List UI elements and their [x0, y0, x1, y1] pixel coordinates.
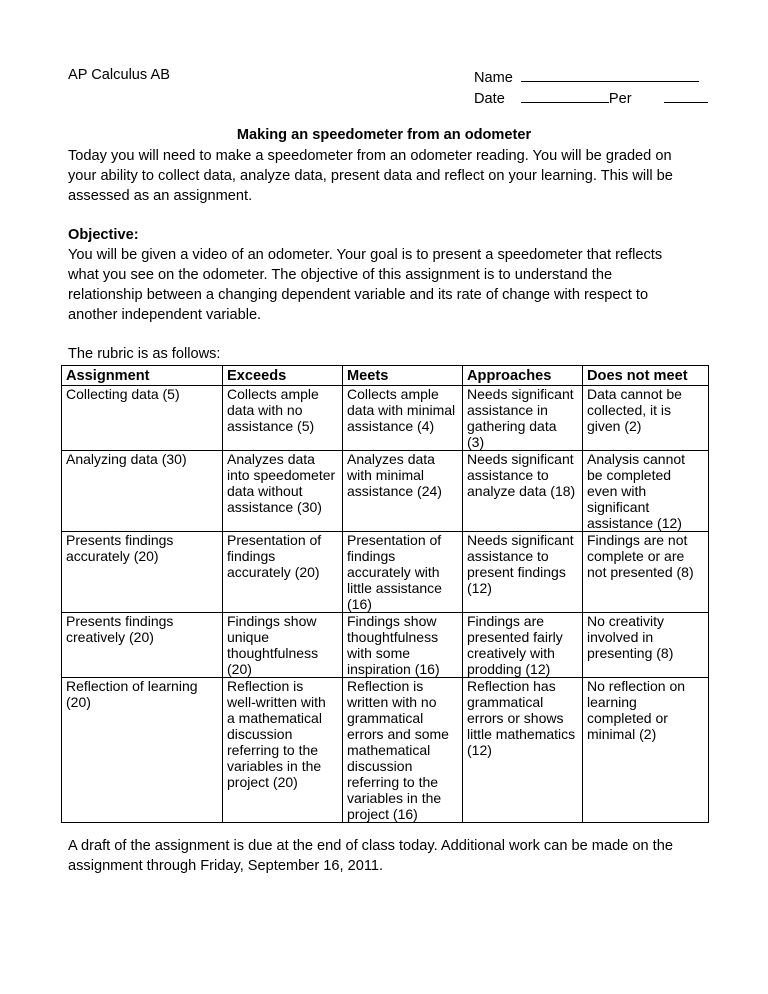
cell-text-line: (12) — [467, 742, 492, 758]
rubric-level-cell — [343, 386, 463, 451]
cell-text-line: Needs significant — [467, 386, 574, 402]
cell-text-line: data with minimal — [347, 402, 456, 418]
closing-line: assignment through Friday, September 16, 2011. — [68, 858, 384, 874]
cell-text-line: minimal (2) — [587, 726, 657, 742]
cell-text-line: (20) — [66, 694, 91, 710]
cell-text-line: grammatical — [467, 694, 544, 710]
rubric-level-cell — [223, 678, 343, 823]
rubric-header-cell: Meets — [343, 366, 463, 386]
rubric-criterion-cell — [62, 613, 223, 678]
cell-text-line: Reflection of learning — [66, 678, 198, 694]
date-label: Date — [474, 91, 505, 107]
rubric-level-cell — [583, 532, 709, 613]
cell-text-line: errors and some — [347, 726, 449, 742]
cell-text-line: Reflection is — [347, 678, 424, 694]
cell-text-line: Analyzing data (30) — [66, 451, 187, 467]
cell-text-line: Analyzes data — [347, 451, 435, 467]
cell-text-line: referring to the — [227, 742, 319, 758]
cell-text-line: Collects ample — [227, 386, 319, 402]
page-title: Making an speedometer from an odometer — [236, 127, 532, 143]
cell-text-line: data with no — [227, 402, 303, 418]
cell-text-line: creatively (20) — [66, 629, 154, 645]
rubric-header-cell: Approaches — [463, 366, 583, 386]
rubric-criterion-cell — [62, 678, 223, 823]
rubric-level-cell — [343, 613, 463, 678]
cell-text-line: well-written with — [227, 694, 326, 710]
cell-text-line: project (20) — [227, 774, 298, 790]
cell-text-line: Presents findings — [66, 532, 174, 548]
cell-text-line: Presents findings — [66, 613, 174, 629]
cell-text-line: analyze data (18) — [467, 483, 576, 499]
cell-text-line: Findings are — [467, 613, 545, 629]
cell-text-line: No reflection on — [587, 678, 686, 694]
rubric-level-cell — [463, 386, 583, 451]
cell-text-line: gathering data — [467, 418, 557, 434]
cell-text-line: assistance to — [467, 548, 549, 564]
objective-line: You will be given a video of an odometer. Your goal is to present a speedometer that reflects — [68, 247, 663, 263]
cell-text-line: assistance (5) — [227, 418, 315, 434]
cell-text-line: (12) — [467, 580, 492, 596]
cell-text-line: Analyzes data — [227, 451, 315, 467]
cell-text-line: little mathematics — [467, 726, 576, 742]
cell-text-line: written with no — [347, 694, 437, 710]
cell-text-line: assistance to — [467, 467, 549, 483]
cell-text-line: significant — [587, 499, 650, 515]
cell-text-line: Findings show — [347, 613, 437, 629]
rubric-level-cell — [463, 678, 583, 823]
cell-text-line: a mathematical — [227, 710, 322, 726]
cell-text-line: little assistance — [347, 580, 442, 596]
cell-text-line: accurately with — [347, 564, 440, 580]
rubric-table — [61, 365, 709, 823]
cell-text-line: findings — [347, 548, 396, 564]
cell-text-line: presenting (8) — [587, 645, 674, 661]
rubric-level-cell — [343, 451, 463, 532]
cell-text-line: assistance (30) — [227, 499, 322, 515]
name-line — [474, 67, 699, 86]
cell-text-line: completed or — [587, 710, 668, 726]
rubric-level-cell — [343, 532, 463, 613]
cell-text-line: assistance (4) — [347, 418, 435, 434]
objective-paragraph — [68, 245, 708, 325]
cell-text-line: grammatical — [347, 710, 424, 726]
rubric-level-cell — [223, 613, 343, 678]
cell-text-line: with minimal — [347, 467, 425, 483]
rubric-level-cell — [463, 613, 583, 678]
cell-text-line: learning — [587, 694, 637, 710]
rubric-row — [62, 451, 709, 532]
cell-text-line: present findings — [467, 564, 566, 580]
cell-text-line: prodding (12) — [467, 661, 551, 677]
cell-text-line: data without — [227, 483, 303, 499]
cell-text-line: involved in — [587, 629, 654, 645]
cell-text-line: project (16) — [347, 806, 418, 822]
rubric-intro: The rubric is as follows: — [68, 346, 221, 362]
cell-text-line: creatively with — [467, 645, 555, 661]
cell-text-line: Findings show — [227, 613, 317, 629]
closing-paragraph — [68, 836, 708, 876]
cell-text-line: Data cannot be — [587, 386, 682, 402]
objective-line: relationship between a changing dependent variable and its rate of change with respect to — [68, 287, 649, 303]
cell-text-line: Reflection is — [227, 678, 304, 694]
name-blank[interactable] — [521, 67, 699, 82]
intro-line: your ability to collect data, analyze data, present data and reflect on your learning. This will be — [68, 168, 673, 184]
cell-text-line: Collects ample — [347, 386, 439, 402]
cell-text-line: accurately (20) — [66, 548, 159, 564]
cell-text-line: accurately (20) — [227, 564, 320, 580]
rubric-level-cell — [583, 451, 709, 532]
objective-heading: Objective: — [68, 227, 139, 243]
cell-text-line: (20) — [227, 661, 252, 677]
cell-text-line: Presentation of — [347, 532, 442, 548]
rubric-criterion-cell — [62, 532, 223, 613]
cell-text-line: thoughtfulness — [227, 645, 319, 661]
date-per-line — [474, 88, 708, 107]
cell-text-line: (3) — [467, 434, 485, 450]
cell-text-line: not presented (8) — [587, 564, 694, 580]
cell-text-line: No creativity — [587, 613, 665, 629]
cell-text-line: (16) — [347, 596, 372, 612]
cell-text-line: Reflection has — [467, 678, 556, 694]
cell-text-line: Analysis cannot — [587, 451, 686, 467]
cell-text-line: assistance (24) — [347, 483, 442, 499]
cell-text-line: Collecting data (5) — [66, 386, 180, 402]
rubric-level-cell — [463, 451, 583, 532]
cell-text-line: errors or shows — [467, 710, 564, 726]
cell-text-line: be completed — [587, 467, 672, 483]
cell-text-line: inspiration (16) — [347, 661, 440, 677]
name-label: Name — [474, 70, 513, 86]
cell-text-line: collected, it is — [587, 402, 672, 418]
cell-text-line: discussion — [347, 758, 413, 774]
cell-text-line: discussion — [227, 726, 293, 742]
rubric-header-cell: Exceeds — [223, 366, 343, 386]
rubric-header-cell: Does not meet — [583, 366, 709, 386]
cell-text-line: mathematical — [347, 742, 431, 758]
rubric-level-cell — [463, 532, 583, 613]
cell-text-line: into speedometer — [227, 467, 336, 483]
rubric-level-cell — [583, 386, 709, 451]
cell-text-line: thoughtfulness — [347, 629, 439, 645]
rubric-row — [62, 532, 709, 613]
cell-text-line: referring to the — [347, 774, 439, 790]
rubric-header-row — [62, 366, 709, 386]
rubric-level-cell — [583, 678, 709, 823]
closing-line: A draft of the assignment is due at the end of class today. Additional work can be made on the — [68, 838, 673, 854]
cell-text-line: with some — [347, 645, 411, 661]
cell-text-line: variables in the — [227, 758, 322, 774]
per-label: Per — [608, 91, 632, 107]
intro-line: assessed as an assignment. — [68, 188, 253, 204]
rubric-row — [62, 386, 709, 451]
cell-text-line: variables in the — [347, 790, 442, 806]
cell-text-line: presented fairly — [467, 629, 563, 645]
intro-line: Today you will need to make a speedometer from an odometer reading. You will be graded on — [68, 148, 672, 164]
cell-text-line: assistance in — [467, 402, 548, 418]
cell-text-line: Needs significant — [467, 451, 574, 467]
rubric-row — [62, 613, 709, 678]
rubric-level-cell — [223, 386, 343, 451]
cell-text-line: findings — [227, 548, 276, 564]
rubric-criterion-cell — [62, 386, 223, 451]
rubric-row — [62, 678, 709, 823]
cell-text-line: Findings are not — [587, 532, 688, 548]
cell-text-line: unique — [227, 629, 270, 645]
cell-text-line: Needs significant — [467, 532, 574, 548]
rubric-level-cell — [583, 613, 709, 678]
intro-paragraph — [68, 146, 708, 206]
cell-text-line: assistance (12) — [587, 515, 682, 531]
rubric-level-cell — [343, 678, 463, 823]
cell-text-line: complete or are — [587, 548, 685, 564]
per-blank[interactable] — [664, 88, 708, 103]
rubric-level-cell — [223, 451, 343, 532]
date-blank[interactable] — [521, 88, 609, 103]
objective-line: another independent variable. — [68, 307, 262, 323]
cell-text-line: even with — [587, 483, 647, 499]
rubric-header-cell: Assignment — [62, 366, 223, 386]
cell-text-line: Presentation of — [227, 532, 322, 548]
objective-line: what you see on the odometer. The objective of this assignment is to understand the — [68, 267, 613, 283]
course-title: AP Calculus AB — [68, 67, 170, 83]
rubric-level-cell — [223, 532, 343, 613]
cell-text-line: given (2) — [587, 418, 642, 434]
rubric-criterion-cell — [62, 451, 223, 532]
